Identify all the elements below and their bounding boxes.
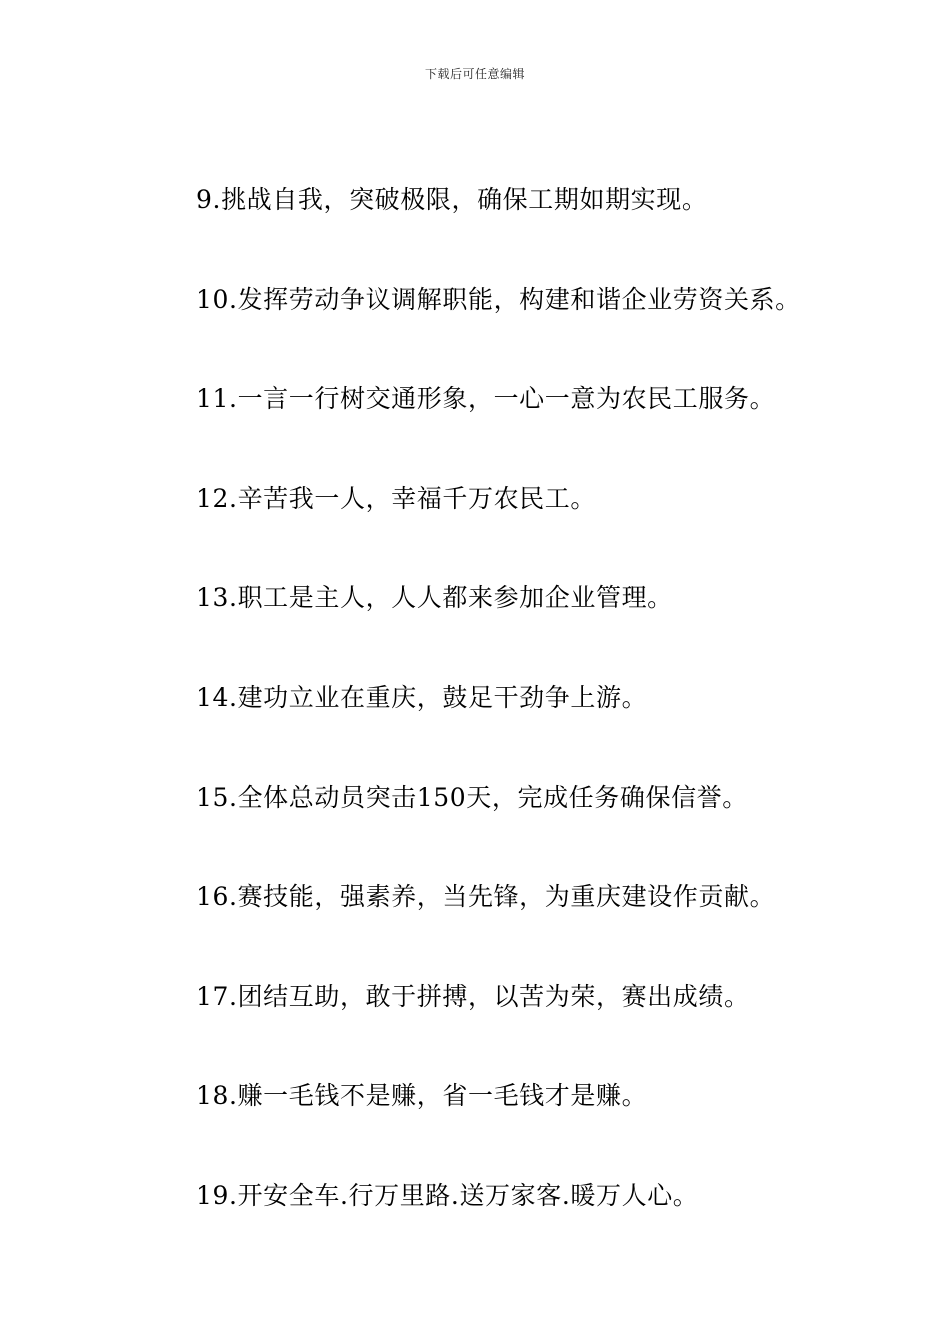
slogan-text: 发挥劳动争议调解职能，构建和谐企业劳资关系。 — [237, 284, 801, 314]
slogan-number: 15. — [196, 782, 238, 812]
header-note: 下载后可任意编辑 — [424, 67, 525, 81]
slogan-item — [196, 1176, 916, 1276]
slogan-number: 19. — [196, 1180, 238, 1210]
slogan-item — [196, 479, 916, 579]
slogan-item — [196, 180, 916, 280]
slogan-text: 开安全车.行万里路.送万家客.暖万人心。 — [237, 1180, 699, 1210]
slogan-number: 14. — [196, 682, 238, 712]
slogan-item — [196, 778, 916, 878]
slogan-item — [196, 678, 916, 778]
slogan-list — [196, 180, 916, 1276]
slogan-item — [196, 578, 916, 678]
slogan-number: 18. — [196, 1081, 238, 1111]
slogan-text: 建功立业在重庆，鼓足干劲争上游。 — [237, 682, 648, 712]
slogan-number: 11. — [196, 384, 238, 414]
slogan-text: 职工是主人，人人都来参加企业管理。 — [237, 583, 673, 613]
slogan-text: 一言一行树交通形象，一心一意为农民工服务。 — [237, 384, 776, 414]
slogan-number: 9. — [196, 185, 222, 214]
slogan-number: 13. — [196, 583, 238, 613]
slogan-item — [196, 877, 916, 977]
slogan-item — [196, 379, 916, 479]
slogan-text: 赚一毛钱不是赚，省一毛钱才是赚。 — [237, 1081, 648, 1111]
slogan-text: 挑战自我，突破极限，确保工期如期实现。 — [221, 185, 708, 214]
slogan-item — [196, 1076, 916, 1176]
slogan-text: 辛苦我一人，幸福千万农民工。 — [237, 483, 596, 513]
slogan-text: 团结互助，敢于拼搏，以苦为荣，赛出成绩。 — [237, 981, 750, 1011]
slogan-number: 10. — [196, 284, 238, 314]
slogan-item — [196, 280, 916, 380]
slogan-text: 全体总动员突击150天，完成任务确保信誉。 — [237, 782, 748, 812]
slogan-number: 16. — [196, 882, 238, 912]
slogan-text: 赛技能，强素养，当先锋，为重庆建设作贡献。 — [237, 882, 776, 912]
slogan-number: 12. — [196, 483, 238, 513]
slogan-item — [196, 977, 916, 1077]
slogan-number: 17. — [196, 981, 238, 1011]
